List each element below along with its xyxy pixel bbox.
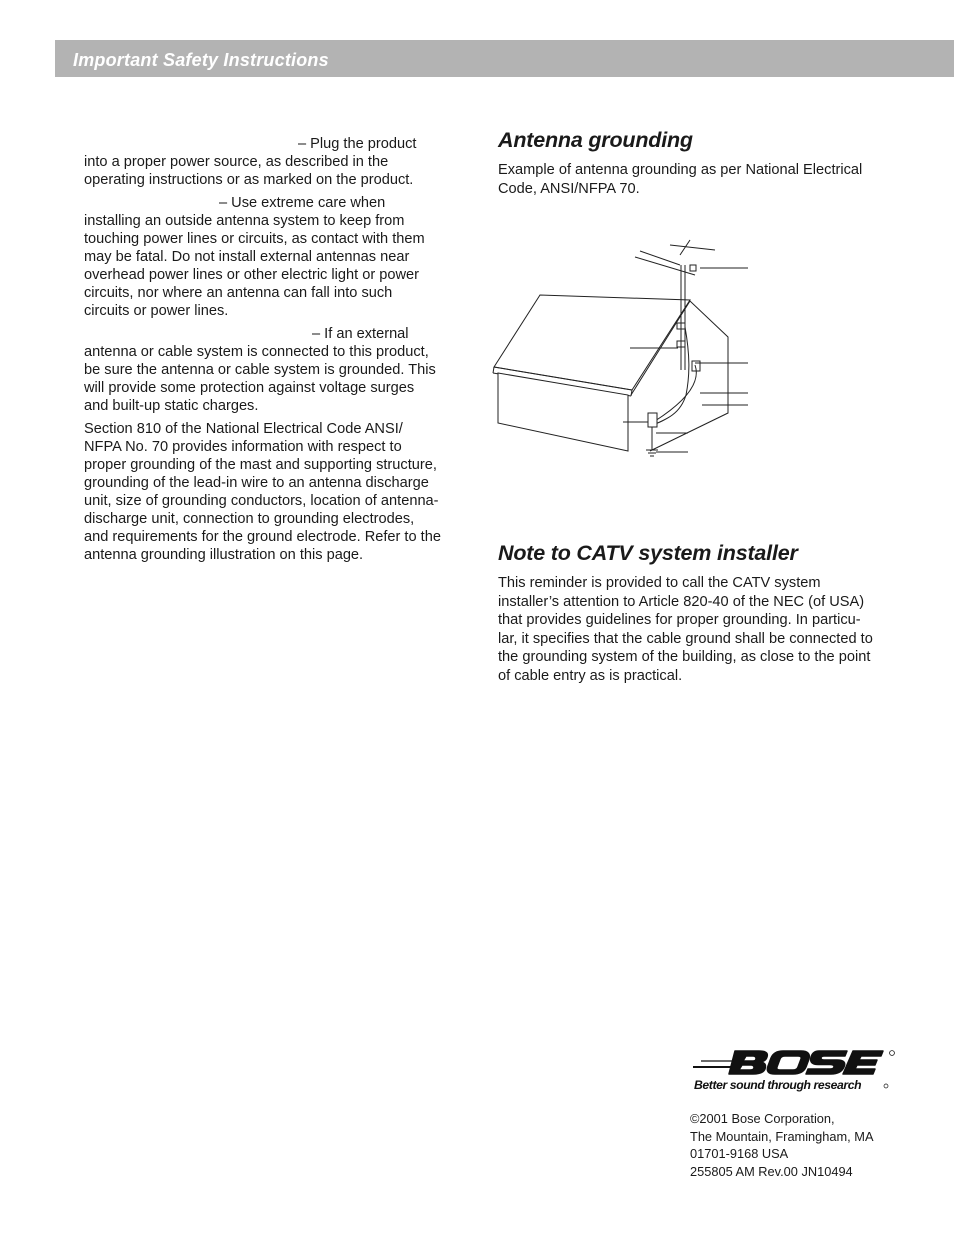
paragraph-power-lines: – Use extreme care when installing an outside antenna system to keep from touching power lines or circuits, as contact with them may be fatal. Do not install external antennas near overhead power lines or other electric light or power circuits, nor where an antenna can fall into such circuits or power lines. (84, 195, 425, 319)
paragraph-outdoor-antenna: – If an external antenna or cable system is connected to this product, be sure the antenna or cable system is grounded. This will provide some protection against voltage surges and built-up static charges. (84, 326, 436, 414)
address-line: The Mountain, Framingham, MA (690, 1128, 874, 1144)
catv-text: This reminder is provided to call the CATV system installer’s attention to Article 820-40 of the NEC (of USA) that provides guidelines for proper grounding. In particu- lar, it specifies that the cable ground shall be connected to the grounding system of the building, as close to the point of cable entry as is practical. (498, 575, 873, 684)
house-roof (494, 295, 690, 390)
antenna-grounding-heading: Antenna grounding (498, 128, 693, 152)
page-title: Important Safety Instructions (73, 50, 329, 70)
antenna-grounding-illustration (490, 235, 755, 465)
antenna-grounding-text: Example of antenna grounding as per National Electrical Code, ANSI/NFPA 70. (498, 162, 863, 197)
left-column (84, 135, 441, 569)
paragraph-power-source: – Plug the product into a proper power source, as described in the operating instructions or as marked on the product. (84, 136, 417, 188)
bose-brand: BOSE (693, 1047, 696, 1048)
discharge-unit (648, 413, 657, 427)
paragraph-nec-section-810: Section 810 of the National Electrical Code ANSI/ NFPA No. 70 provides information with respect to proper grounding of the mast and supporting structure, grounding of the lead-in wire to an antenna discharge unit, size of grounding conductors, location of antenna-discharge unit, connection to grounding electrodes, and requirements for the ground electrode. Refer to the antenna grounding illustration on this page. (84, 421, 441, 563)
header-bar (55, 40, 954, 77)
antenna-grounding-section (498, 128, 878, 198)
catv-heading: Note to CATV system installer (498, 541, 798, 565)
catv-section (498, 541, 878, 685)
bose-tagline: Better sound through research (694, 1078, 862, 1092)
corporate-address (690, 1110, 910, 1180)
address-line: 01701-9168 USA (690, 1146, 789, 1161)
address-line: ©2001 Bose Corporation, (690, 1111, 835, 1126)
bose-logo (693, 1047, 898, 1097)
address-line: 255805 AM Rev.00 JN10494 (690, 1163, 853, 1179)
